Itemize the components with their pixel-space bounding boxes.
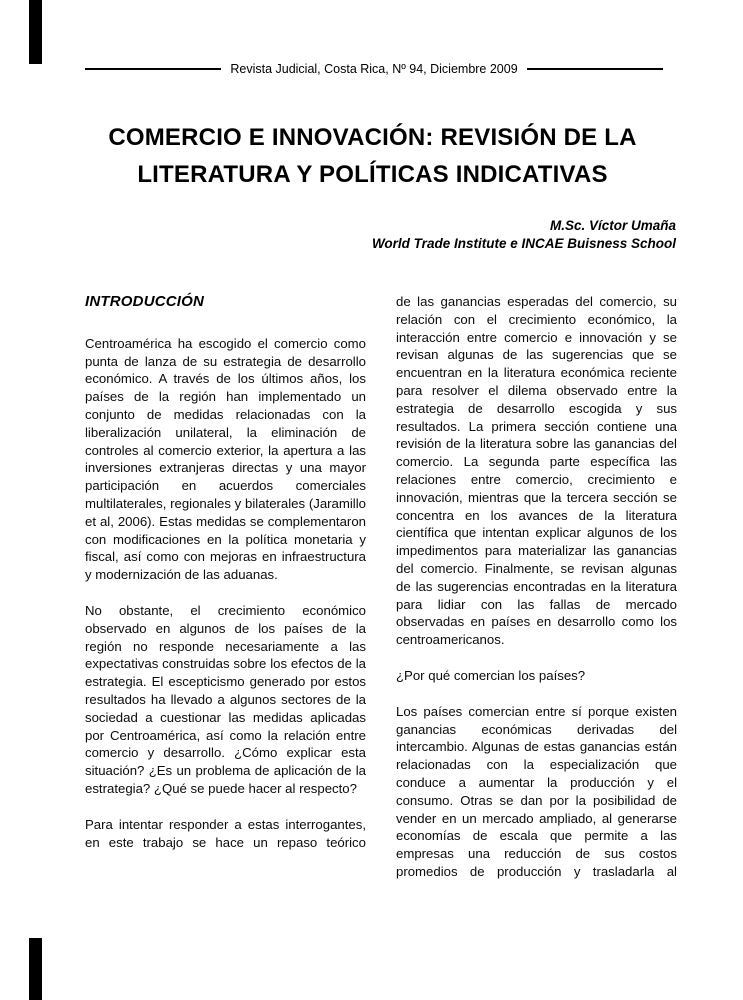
- sub-question: ¿Por qué comercian los países?: [396, 667, 586, 683]
- scan-artifact-bottom: [29, 938, 42, 1000]
- paragraph: Para intentar responder a estas interrogantes, en este trabajo se hace un repaso teórico: [85, 816, 366, 850]
- paragraph: Centroamérica ha escogido el comercio como punta de lanza de su estrategia de desarrollo económico. A través de los últimos años, los países de la región han implementado un conjunto de medidas relacionadas con la liberalización unilateral, la eliminación de controles al comercio exterior, la apertura a las inversiones extranjeras directas y una mayor participación en acuerdos comerciales multilaterales, regionales y bilaterales (Jaramillo et al, 2006). Estas medidas se complementaron con modificaciones en la política monetaria y fiscal, así como con mejoras en infraestructura y modernización de las aduanas.: [85, 335, 366, 583]
- section-heading-introduccion: INTRODUCCIÓN: [85, 293, 205, 310]
- article-body: [85, 293, 677, 881]
- paragraph: No obstante, el crecimiento económico observado en algunos de los países de la región no responde necesariamente a las expectativas construidas sobre los efectos de la estrategia. El escepticismo generado por estos resultados ha llevado a algunos sectores de la sociedad a cuestionar las medidas aplicadas por Centroamérica, así como la relación entre comercio y desarrollo. ¿Cómo explicar esta situación? ¿Es un problema de aplicación de la estrategia? ¿Qué se puede hacer al respecto?: [85, 602, 366, 796]
- article-title: COMERCIO E INNOVACIÓN: REVISIÓN DE LA LITERATURA Y POLÍTICAS INDICATIVAS: [108, 124, 637, 188]
- header-rule-right: [527, 68, 663, 70]
- author-affiliation: World Trade Institute e INCAE Buisness School: [371, 236, 676, 251]
- journal-title-line: Revista Judicial, Costa Rica, Nº 94, Diciembre 2009: [230, 62, 518, 76]
- journal-header: [85, 62, 663, 76]
- left-column: [85, 293, 366, 881]
- author-block: [372, 217, 676, 253]
- header-rule-left: [85, 68, 221, 70]
- scan-artifact-top: [29, 0, 42, 64]
- paragraph: Los países comercian entre sí porque existen ganancias económicas derivadas del intercambio. Algunas de estas ganancias están relacionadas con la especialización que conduce a aumentar la producción y el consumo. Otras se dan por la posibilidad de vender en un mercado ampliado, al generarse economías de escala que permite a las empresas una reducción de sus costos promedios de producción y trasladarla al: [396, 703, 677, 879]
- paragraph: de las ganancias esperadas del comercio, su relación con el crecimiento económico, la interacción entre comercio e innovación y se revisan algunas de las sugerencias que se encuentran en la literatura económica reciente para resolver el dilema observado entre la estrategia de desarrollo escogida y sus resultados. La primera sección contiene una revisión de la literatura sobre las ganancias del comercio. La segunda parte específica las relaciones entre comercio, crecimiento e innovación, mientras que la tercera sección se concentra en los avances de la literatura científica que intentan explicar algunos de los impedimentos para materializar las ganancias del comercio. Finalmente, se revisan algunas de las sugerencias encontradas en la literatura para lidiar con las fallas de mercado observadas en países en desarrollo como los centroamericanos.: [396, 294, 677, 648]
- author-name: M.Sc. Víctor Umaña: [549, 218, 676, 233]
- right-column: [396, 293, 677, 881]
